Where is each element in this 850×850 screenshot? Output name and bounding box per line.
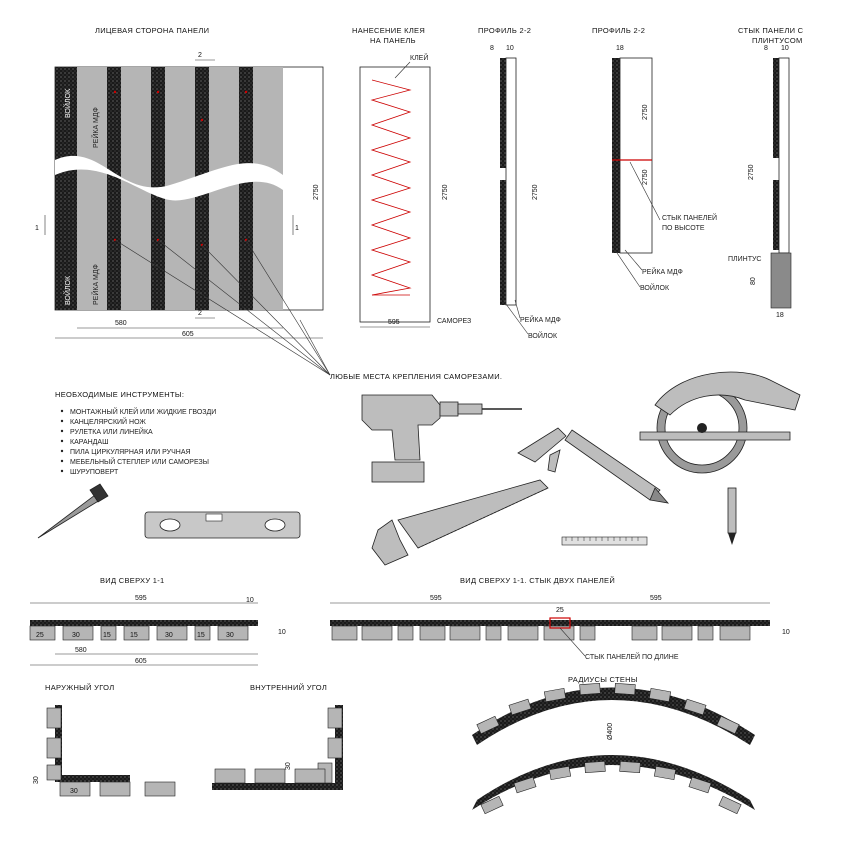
- dim-595-glue: 595: [388, 319, 400, 326]
- glue-view: [352, 26, 471, 327]
- dim-30-outer-v: 30: [33, 776, 40, 784]
- profile-view-2: [592, 26, 717, 292]
- inner-title: ВНУТРЕННИЙ УГОЛ: [250, 683, 328, 692]
- dim-605-top1: 605: [135, 658, 147, 665]
- dim-2750-glue: 2750: [442, 184, 449, 200]
- dim-10-top1a: 10: [246, 597, 254, 604]
- dim-30-inner: 30: [285, 762, 292, 770]
- tools-list: [55, 390, 216, 476]
- dim-400: Ø400: [607, 722, 614, 740]
- label-styk-vys-1: СТЫК ПАНЕЛЕЙ: [662, 215, 718, 222]
- saw-icon: [372, 480, 548, 565]
- label-styk-dl: СТЫК ПАНЕЛЕЙ ПО ДЛИНЕ: [585, 654, 679, 661]
- top-view-1: [30, 576, 286, 665]
- top1-title: ВИД СВЕРХУ 1-1: [100, 576, 165, 585]
- profile-view-1: [478, 26, 561, 340]
- tools-items: [61, 407, 216, 476]
- label-styk-vys-2: ПО ВЫСОТЕ: [662, 225, 705, 232]
- dim-580-front: 580: [115, 320, 127, 327]
- dim-30-outer: 30: [70, 788, 78, 795]
- screwdriver-icon: [38, 484, 108, 538]
- label-samorez: САМОРЕЗ: [437, 318, 472, 325]
- inner-corner-view: [212, 683, 343, 790]
- tool-item: МЕБЕЛЬНЫЙ СТЕПЛЕР ИЛИ САМОРЕЗЫ: [70, 459, 209, 466]
- dim-25: 25: [36, 632, 44, 639]
- plinth-title-2: ПЛИНТУСОМ: [752, 36, 803, 45]
- radius-title: РАДИУСЫ СТЕНЫ: [568, 675, 638, 684]
- dim-2750-p2b: 2750: [642, 169, 649, 185]
- circular-saw-icon: [640, 372, 800, 473]
- level-icon: [145, 512, 300, 538]
- fasteners-caption: ЛЮБЫЕ МЕСТА КРЕПЛЕНИЯ САМОРЕЗАМИ.: [330, 372, 503, 381]
- drill-icon: [362, 395, 522, 482]
- dim-595-top1: 595: [135, 595, 147, 602]
- dim-18-p2: 18: [616, 45, 624, 52]
- top2-title: ВИД СВЕРХУ 1-1. СТЫК ДВУХ ПАНЕЛЕЙ: [460, 576, 616, 585]
- dim-2750-pl: 2750: [748, 164, 755, 180]
- dim-15c: 15: [197, 632, 205, 639]
- glue-title-1: НАНЕСЕНИЕ КЛЕЯ: [352, 26, 426, 35]
- plinth-view: [728, 26, 804, 319]
- tool-item: МОНТАЖНЫЙ КЛЕЙ ИЛИ ЖИДКИЕ ГВОЗДИ: [70, 409, 217, 416]
- profile1-title: ПРОФИЛЬ 2-2: [478, 26, 532, 35]
- outer-title: НАРУЖНЫЙ УГОЛ: [45, 683, 115, 692]
- dim-605-front: 605: [182, 331, 194, 338]
- section-1-right: 1: [295, 225, 299, 232]
- dim-30: 30: [72, 632, 80, 639]
- label-reika-top: РЕЙКА МДФ: [93, 107, 100, 148]
- wall-radius-view: [472, 675, 755, 814]
- dim-25-joint: 25: [556, 607, 564, 614]
- label-voilok-p1: ВОЙЛОК: [528, 333, 558, 340]
- ruler-icon: [562, 537, 647, 545]
- dim-580-top1: 580: [75, 647, 87, 654]
- section-1-left: 1: [35, 225, 39, 232]
- dim-2750-p2a: 2750: [642, 104, 649, 120]
- dim-2750-p1: 2750: [532, 184, 539, 200]
- dim-595-top2a: 595: [430, 595, 442, 602]
- dim-15: 15: [103, 632, 111, 639]
- dim-30b: 30: [165, 632, 173, 639]
- label-voilok-p2: ВОЙЛОК: [640, 285, 670, 292]
- glue-title-2: НА ПАНЕЛЬ: [370, 36, 416, 45]
- dim-10-top2: 10: [782, 629, 790, 636]
- label-voilok-bottom: ВОЙЛОК: [65, 275, 72, 305]
- label-glue: КЛЕЙ: [410, 55, 429, 62]
- dim-8-pl: 8: [764, 45, 768, 52]
- label-reika-p2: РЕЙКА МДФ: [642, 269, 683, 276]
- tool-item: КАРАНДАШ: [70, 439, 109, 446]
- profile2-title: ПРОФИЛЬ 2-2: [592, 26, 646, 35]
- label-reika-bottom: РЕЙКА МДФ: [93, 264, 100, 305]
- dim-595-top2b: 595: [650, 595, 662, 602]
- dim-80-pl: 80: [750, 277, 757, 285]
- top-view-joint: [330, 576, 790, 661]
- label-plintus: ПЛИНТУС: [728, 256, 762, 263]
- dim-30c: 30: [226, 632, 234, 639]
- dim-10-p1: 10: [506, 45, 514, 52]
- section-2-bottom: 2: [198, 310, 202, 317]
- label-voilok-top: ВОЙЛОК: [65, 88, 72, 118]
- dim-10-pl: 10: [781, 45, 789, 52]
- dim-15b: 15: [130, 632, 138, 639]
- tool-item: РУЛЕТКА ИЛИ ЛИНЕЙКА: [70, 429, 153, 436]
- dim-10-top1b: 10: [278, 629, 286, 636]
- tool-item: ПИЛА ЦИРКУЛЯРНАЯ ИЛИ РУЧНАЯ: [70, 449, 191, 456]
- dim-2750-front: 2750: [313, 184, 320, 200]
- dim-18-pl: 18: [776, 312, 784, 319]
- tools-heading: НЕОБХОДИМЫЕ ИНСТРУМЕНТЫ:: [55, 390, 185, 399]
- pencil-icon: [728, 488, 736, 545]
- outer-corner-view: [33, 683, 175, 796]
- tool-item: КАНЦЕЛЯРСКИЙ НОЖ: [70, 419, 146, 426]
- front-panel-view: [35, 26, 330, 375]
- section-2-top: 2: [198, 52, 202, 59]
- tool-item: ШУРУПОВЕРТ: [70, 469, 119, 476]
- label-reika-p1: РЕЙКА МДФ: [520, 317, 561, 324]
- plinth-title-1: СТЫК ПАНЕЛИ С: [738, 26, 804, 35]
- front-title: ЛИЦЕВАЯ СТОРОНА ПАНЕЛИ: [95, 26, 210, 35]
- dim-8-p1: 8: [490, 45, 494, 52]
